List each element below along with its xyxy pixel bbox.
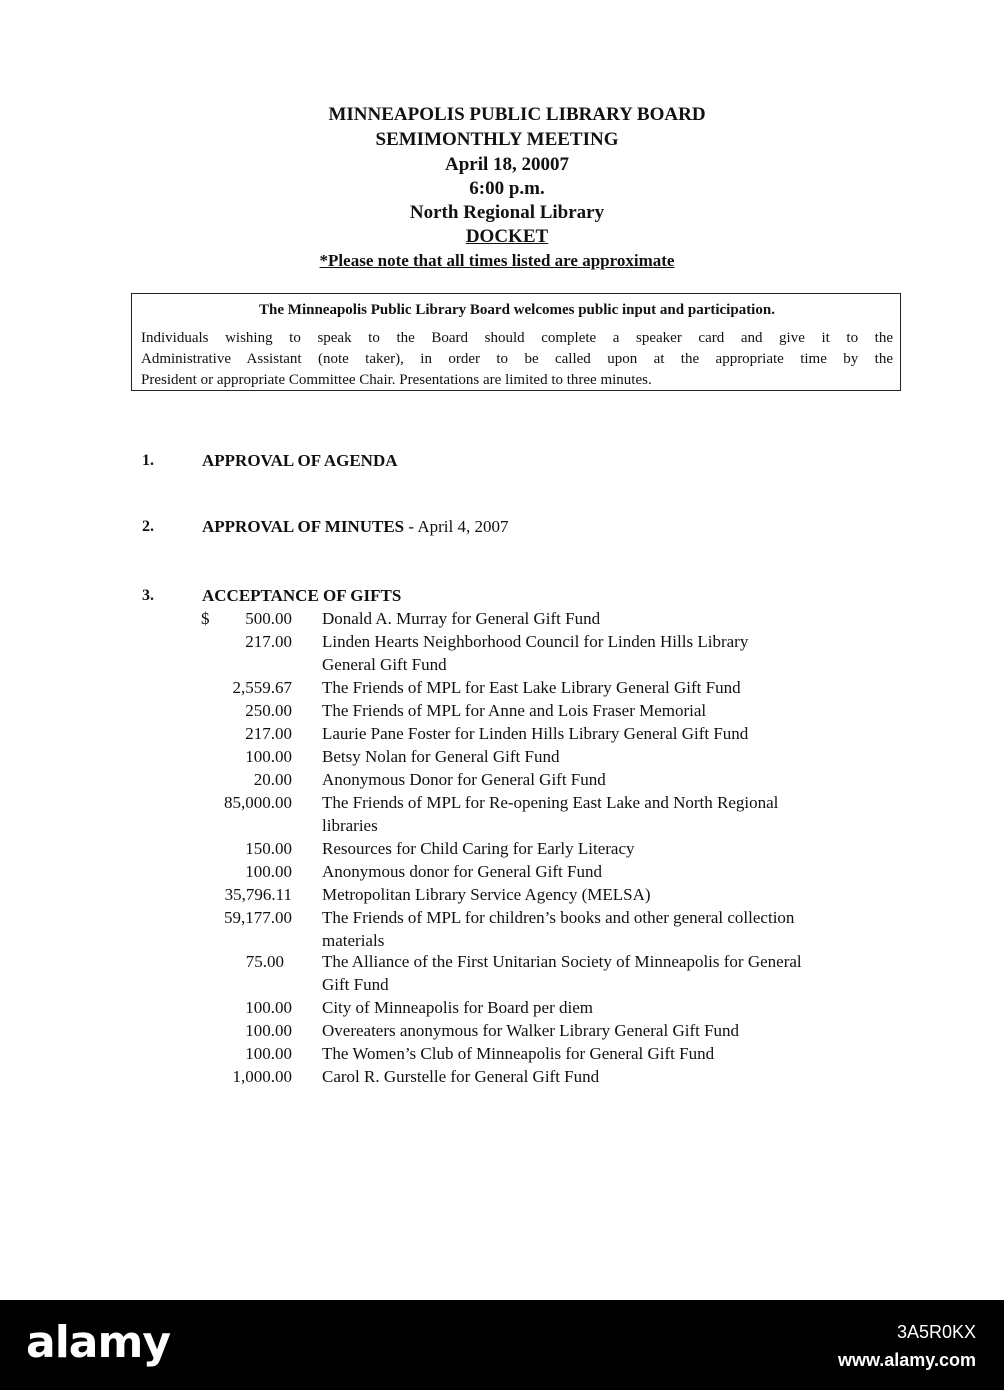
gift-amount: 35,796.11 xyxy=(224,885,292,904)
gift-description xyxy=(322,883,897,906)
gift-description xyxy=(322,1019,897,1042)
gift-amount: 100.00 xyxy=(245,1021,292,1040)
gift-description xyxy=(322,676,897,699)
notice-line: Individuals wishing to speak to the Board should complete a speaker card and give it to the xyxy=(141,330,893,346)
notice-heading: The Minneapolis Public Library Board welcomes public input and participation. xyxy=(259,302,775,318)
gift-description-line: Anonymous Donor for General Gift Fund xyxy=(322,770,606,789)
alamy-logo: alamy xyxy=(26,1317,170,1368)
gift-description-line: Linden Hearts Neighborhood Council for Linden Hills Library xyxy=(322,632,749,651)
gift-amount: 217.00 xyxy=(245,724,292,743)
currency-symbol: $ xyxy=(201,609,210,628)
gift-description xyxy=(322,630,897,676)
gift-description-line: City of Minneapolis for Board per diem xyxy=(322,998,594,1017)
gift-description-line: The Friends of MPL for children’s books and other general collection xyxy=(322,908,795,927)
gift-description-line: libraries xyxy=(322,816,378,835)
meeting-time: 6:00 p.m. xyxy=(469,178,545,199)
item-title-agenda: APPROVAL OF AGENDA xyxy=(202,451,398,470)
gift-amount: 100.00 xyxy=(245,747,292,766)
minutes-date: - April 4, 2007 xyxy=(404,517,509,536)
gift-description-line: Laurie Pane Foster for Linden Hills Library General Gift Fund xyxy=(322,724,749,743)
gift-description xyxy=(322,1042,897,1065)
gift-description-line: The Women’s Club of Minneapolis for General Gift Fund xyxy=(322,1044,715,1063)
gift-description-line: Metropolitan Library Service Agency (MELSA) xyxy=(322,885,651,904)
gift-description xyxy=(322,722,897,745)
meeting-date: April 18, 20007 xyxy=(444,154,570,175)
gift-description-line: Carol R. Gurstelle for General Gift Fund xyxy=(322,1067,600,1086)
gift-amount: 2,559.67 xyxy=(232,678,292,697)
notice-body xyxy=(141,328,893,391)
gift-description-line: Betsy Nolan for General Gift Fund xyxy=(322,747,560,766)
gift-amount: 500.00 xyxy=(245,609,292,628)
meeting-location: North Regional Library xyxy=(409,202,605,223)
public-input-notice xyxy=(131,293,901,391)
gift-description-line: Resources for Child Caring for Early Literacy xyxy=(322,839,635,858)
gift-description xyxy=(322,996,897,1019)
gift-amount: 75.00 xyxy=(245,952,284,971)
gift-amount: 217.00 xyxy=(245,632,292,651)
gift-amount: 100.00 xyxy=(245,998,292,1017)
gift-description xyxy=(322,607,897,630)
gift-description-line: Overeaters anonymous for Walker Library General Gift Fund xyxy=(322,1021,740,1040)
gift-description xyxy=(322,1065,897,1088)
gift-description xyxy=(322,768,897,791)
item-number: 2. xyxy=(142,518,154,535)
item-title-minutes xyxy=(202,517,509,537)
gift-description xyxy=(322,791,897,837)
gift-description xyxy=(322,950,897,996)
meeting-type: SEMIMONTHLY MEETING xyxy=(375,129,619,150)
gift-description-line: Donald A. Murray for General Gift Fund xyxy=(322,609,601,628)
gift-description-line: materials xyxy=(322,931,385,950)
gift-amount: 150.00 xyxy=(245,839,292,858)
gift-description xyxy=(322,906,897,952)
gift-amount: 100.00 xyxy=(245,862,292,881)
gift-amount: 20.00 xyxy=(253,770,292,789)
gift-amount: 85,000.00 xyxy=(224,793,292,812)
stock-watermark-bar xyxy=(0,1300,1004,1390)
gift-amount: 250.00 xyxy=(245,701,292,720)
gift-amount: 59,177.00 xyxy=(224,908,292,927)
docket-heading: DOCKET xyxy=(465,226,549,247)
gift-description xyxy=(322,860,897,883)
times-note: *Please note that all times listed are approximate xyxy=(319,251,675,270)
item-number: 1. xyxy=(142,452,154,469)
notice-line: President or appropriate Committee Chair. Presentations are limited to three minutes. xyxy=(141,372,652,388)
item-number: 3. xyxy=(142,587,154,604)
gift-amount: 1,000.00 xyxy=(232,1067,292,1086)
gift-description-line: General Gift Fund xyxy=(322,655,447,674)
gift-description-line: The Alliance of the First Unitarian Society of Minneapolis for General xyxy=(322,952,802,971)
gift-description xyxy=(322,699,897,722)
notice-line: Administrative Assistant (note taker), in order to be called upon at the appropriate time by the xyxy=(141,351,893,367)
stock-site-url: www.alamy.com xyxy=(837,1350,976,1370)
board-title: MINNEAPOLIS PUBLIC LIBRARY BOARD xyxy=(328,104,706,125)
stock-image-id: 3A5R0KX xyxy=(896,1322,976,1342)
gift-description xyxy=(322,837,897,860)
gift-description-line: The Friends of MPL for East Lake Library General Gift Fund xyxy=(322,678,741,697)
gift-description-line: Anonymous donor for General Gift Fund xyxy=(322,862,602,881)
gift-description-line: The Friends of MPL for Anne and Lois Fraser Memorial xyxy=(322,701,707,720)
gift-description-line: Gift Fund xyxy=(322,975,389,994)
gift-description-line: The Friends of MPL for Re-opening East Lake and North Regional xyxy=(322,793,779,812)
gift-amount: 100.00 xyxy=(245,1044,292,1063)
item-title-text: APPROVAL OF MINUTES xyxy=(202,517,405,536)
gift-description xyxy=(322,745,897,768)
item-title-gifts: ACCEPTANCE OF GIFTS xyxy=(202,586,402,605)
